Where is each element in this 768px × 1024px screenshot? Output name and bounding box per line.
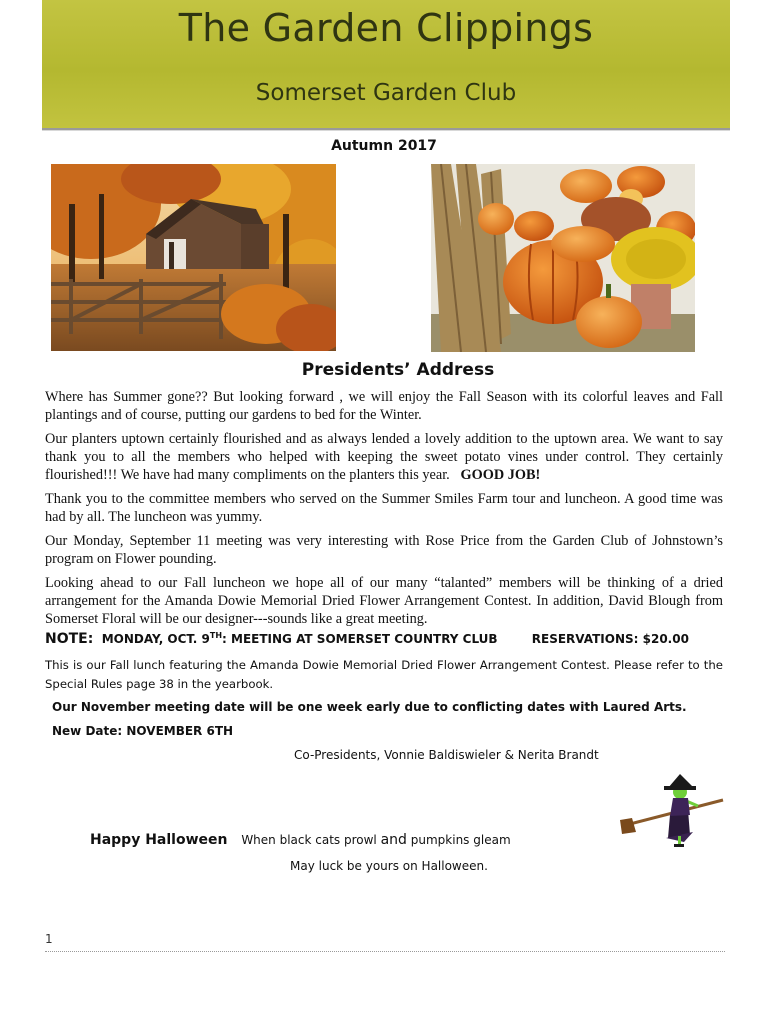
page-number: 1	[45, 932, 53, 946]
reservation-cost: RESERVATIONS: $20.00	[531, 632, 689, 646]
note-label: NOTE:	[45, 631, 94, 647]
section-heading: Presidents’ Address	[301, 360, 495, 380]
good-job-emphasis: GOOD JOB!	[460, 467, 541, 483]
footer-divider	[45, 951, 725, 952]
paragraph: Our Monday, September 11 meeting was very interesting with Rose Price from the Garden Club of Johnstown’s program on Flower pounding.	[45, 533, 723, 567]
copresidents-signature: Co-Presidents, Vonnie Baldiswieler & Nerita Brandt	[294, 748, 599, 762]
halloween-title: Happy Halloween	[90, 832, 228, 848]
autumn-barn-photo	[51, 164, 336, 351]
paragraph	[45, 430, 723, 484]
halloween-line: pumpkins gleam	[410, 833, 511, 847]
club-name: Somerset Garden Club	[255, 80, 517, 106]
newsletter-title: The Garden Clippings	[178, 6, 594, 50]
presidents-address-body	[45, 388, 723, 634]
issue-label: Autumn 2017	[331, 138, 437, 154]
new-date: New Date: NOVEMBER 6TH	[52, 724, 234, 738]
meeting-location: : MEETING AT SOMERSET COUNTRY CLUB	[222, 632, 498, 646]
meeting-date: MONDAY, OCT. 9	[101, 632, 210, 646]
halloween-line-2: May luck be yours on Halloween.	[290, 859, 488, 873]
pumpkin-display-photo	[431, 164, 695, 352]
paragraph: Thank you to the committee members who served on the Summer Smiles Farm tour and luncheon. A good time was had by all. The luncheon was yummy.	[45, 491, 723, 525]
masthead-banner	[42, 0, 730, 130]
witch-on-broom-icon	[618, 770, 728, 855]
halloween-line: When black cats prowl	[241, 833, 377, 847]
meeting-note	[45, 631, 745, 647]
date-suffix: TH	[209, 631, 223, 640]
lunch-description: This is our Fall lunch featuring the Amanda Dowie Memorial Dried Flower Arrangement Contest. Please refer to the Special Rules page 38 in the yearbook.	[45, 658, 723, 691]
paragraph: Where has Summer gone?? But looking forward , we will enjoy the Fall Season with its colorful leaves and Fall plantings and of course, putting our gardens to bed for the Winter.	[45, 389, 723, 423]
halloween-greeting	[90, 832, 511, 848]
november-notice: Our November meeting date will be one week early due to conflicting dates with Laured Arts.	[52, 700, 687, 714]
halloween-and: and	[380, 832, 407, 848]
paragraph-text: Our planters uptown certainly flourished and as always lended a lovely addition to the uptown area. We want to say thank you to all the members who helped with keeping the sweet potato vines under control. They certainly flourished!!! We have had many compliments on the planters this year.	[45, 431, 723, 483]
paragraph: Looking ahead to our Fall luncheon we hope all of our many “talanted” members will be thinking of a dried arrangement for the Amanda Dowie Memorial Dried Flower Arrangement Contest. In addition, David Blough from Somerset Floral will be our designer---sounds like a great meeting.	[45, 575, 723, 627]
